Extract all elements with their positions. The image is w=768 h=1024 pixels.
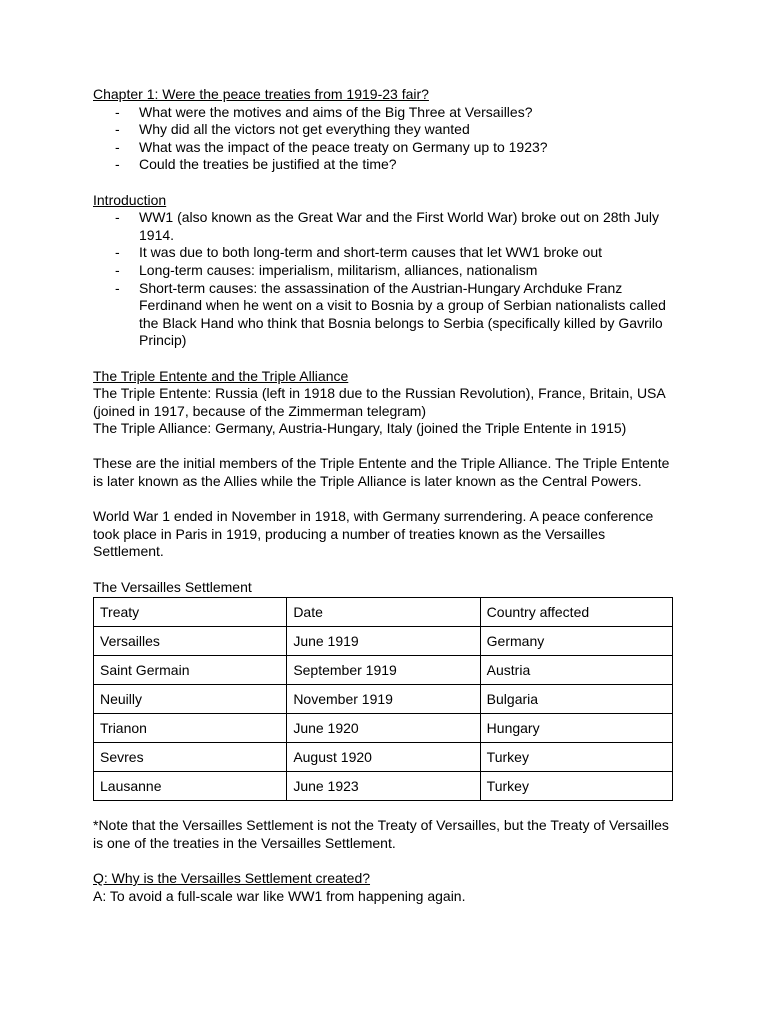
table-cell: Sevres [94,743,287,772]
table-cell: November 1919 [287,685,480,714]
table-cell: August 1920 [287,743,480,772]
table-cell: Germany [480,627,672,656]
table-cell: Turkey [480,743,672,772]
triple-alliance-text: The Triple Alliance: Germany, Austria-Hungary, Italy (joined the Triple Entente in 1915) [93,420,627,437]
table-header-row [94,598,673,627]
table-cell: Austria [480,656,672,685]
list-item: - Why did all the victors not get everything they wanted [93,121,677,139]
table-header-cell: Date [287,598,480,627]
war-end-paragraph: World War 1 ended in November in 1918, with Germany surrendering. A peace conference took place in Paris in 1919, producing a number of treaties known as the Versailles Settlement. [93,508,654,560]
table-row [94,627,673,656]
table-row [94,685,673,714]
list-item: - Short-term causes: the assassination of the Austrian-Hungary Archduke Franz Ferdinand when he went on a visit to Bosnia by a group of Serbian nationalists called the Black Hand who think that Bosnia belongs to Serbia (specifically killed by Gavrilo Princip) [93,280,677,350]
table-cell: Hungary [480,714,672,743]
table-cell: Versailles [94,627,287,656]
table-row [94,714,673,743]
table-cell: June 1920 [287,714,480,743]
qa-answer: A: To avoid a full-scale war like WW1 from happening again. [93,887,466,904]
table-cell: June 1919 [287,627,480,656]
table-cell: June 1923 [287,772,480,801]
table-cell: Saint Germain [94,656,287,685]
table-header-cell: Treaty [94,598,287,627]
document-page [93,86,677,905]
settlement-table [93,597,673,801]
alliances-heading: The Triple Entente and the Triple Alliance [93,367,349,384]
table-row [94,656,673,685]
chapter-heading: Chapter 1: Were the peace treaties from 1919-23 fair? [93,86,429,102]
alliances-paragraph: These are the initial members of the Triple Entente and the Triple Alliance. The Triple Entente is later known as the Allies while the Triple Alliance is later known as the Central Powers. [93,455,670,490]
triple-entente-text: The Triple Entente: Russia (left in 1918 due to the Russian Revolution), France, Britain, USA (joined in 1917, because of the Zimmerman telegram) [93,385,665,419]
list-item: - What were the motives and aims of the Big Three at Versailles? [93,104,677,122]
settlement-table-title: The Versailles Settlement [93,578,252,595]
introduction-heading: Introduction [93,191,167,208]
list-item: - What was the impact of the peace treaty on Germany up to 1923? [93,139,677,157]
list-item: - It was due to both long-term and short-term causes that let WW1 broke out [93,244,677,262]
list-item: - Could the treaties be justified at the time? [93,156,677,174]
table-row [94,772,673,801]
introduction-list [93,209,677,350]
table-cell: Bulgaria [480,685,672,714]
table-cell: Turkey [480,772,672,801]
table-row [94,743,673,772]
list-item: - WW1 (also known as the Great War and the First World War) broke out on 28th July 1914. [93,209,677,244]
qa-question: Q: Why is the Versailles Settlement created? [93,870,371,886]
table-cell: Trianon [94,714,287,743]
list-item: - Long-term causes: imperialism, militarism, alliances, nationalism [93,262,677,280]
chapter-questions-list [93,104,677,174]
settlement-note: *Note that the Versailles Settlement is not the Treaty of Versailles, but the Treaty of Versailles is one of the treaties in the Versailles Settlement. [93,817,669,851]
table-cell: Lausanne [94,772,287,801]
table-header-cell: Country affected [480,598,672,627]
table-cell: September 1919 [287,656,480,685]
table-cell: Neuilly [94,685,287,714]
